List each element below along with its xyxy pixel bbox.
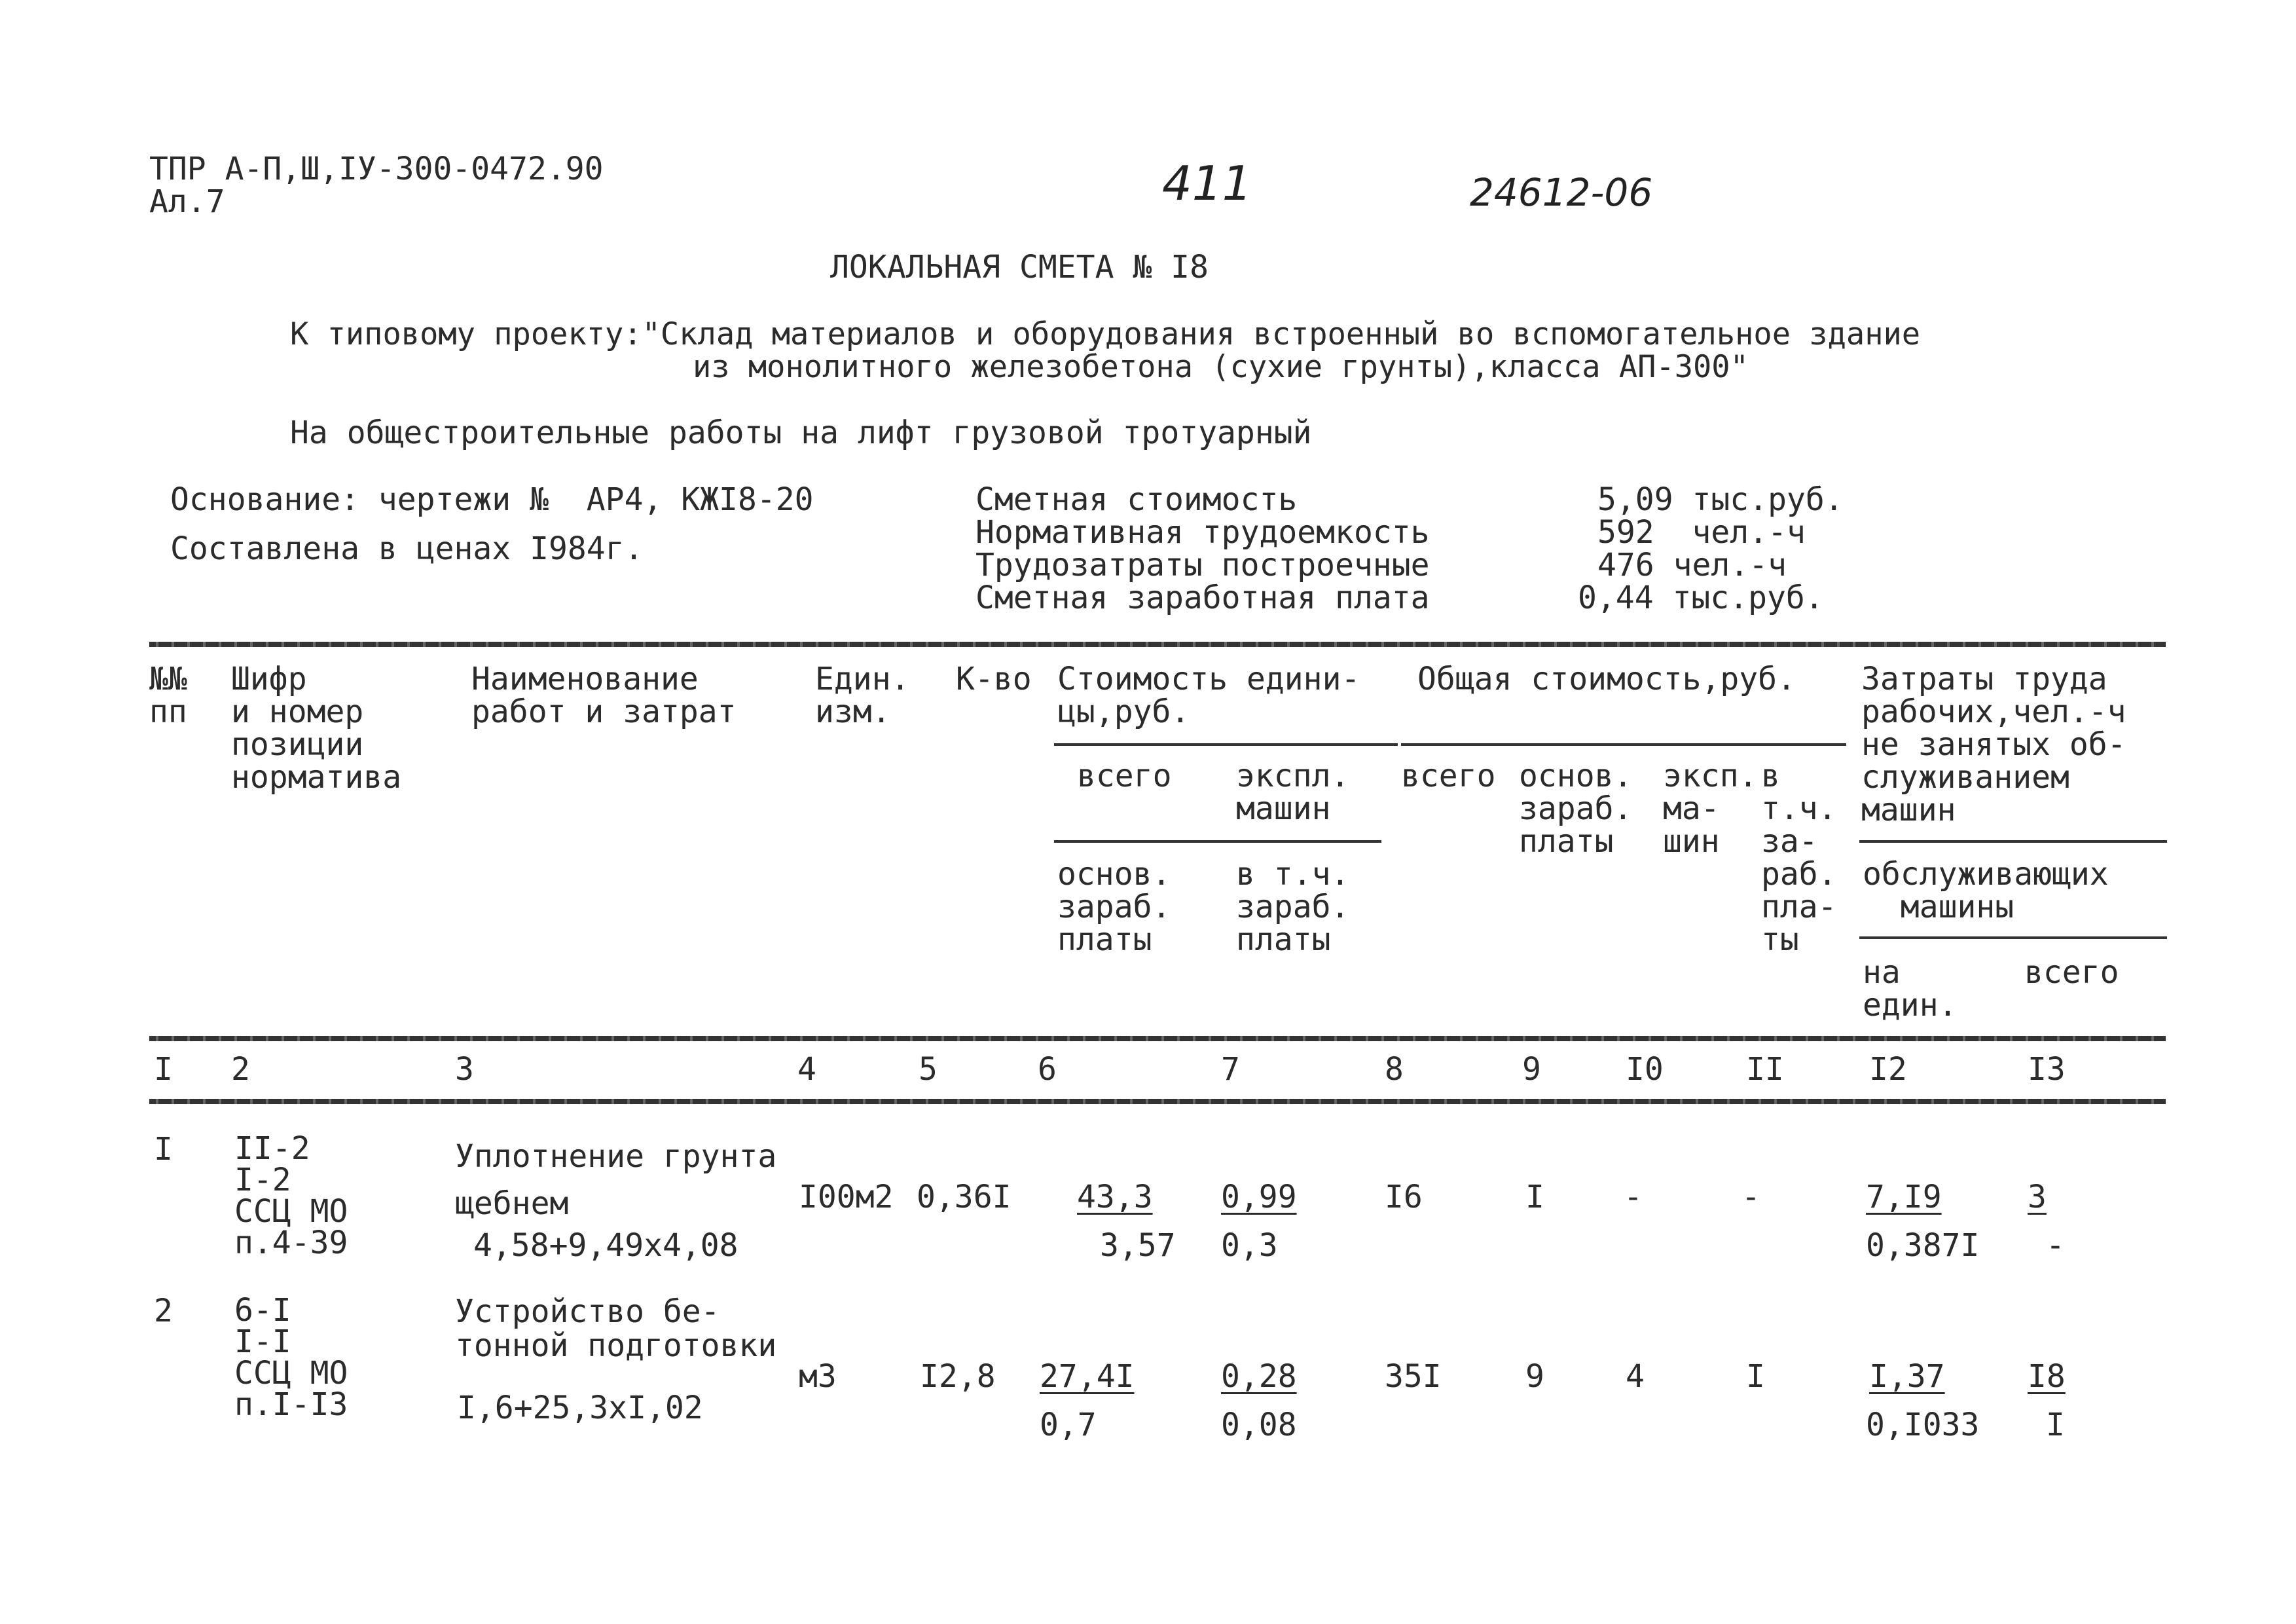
basis-drawings: Основание: чертежи № АР4, КЖI8-20	[170, 481, 814, 518]
col-unit-machines-header: экспл. машин	[1236, 758, 1350, 827]
row-labor-service-per-unit: 0,387I	[1866, 1227, 1980, 1264]
row-total-all: 35I	[1385, 1358, 1442, 1395]
page-number: 411	[1162, 156, 1252, 211]
row-name: Уплотнение грунта щебнем	[455, 1138, 777, 1222]
summary-value-wages: 0,44 тыс.руб.	[1578, 580, 1824, 616]
col-total-cost-header: Общая стоимость,руб.	[1417, 661, 1796, 697]
row-labor-per-unit: I,37	[1869, 1358, 1945, 1395]
row-number: 2	[154, 1293, 173, 1329]
summary-label-norm-labor: Нормативная трудоемкость	[975, 514, 1430, 551]
row-code: II-2 I-2 ССЦ МО п.4-39	[234, 1130, 348, 1261]
column-number: 5	[919, 1051, 938, 1088]
rule-under-total-cost	[1401, 743, 1846, 746]
summary-label-wages: Сметная заработная плата	[975, 580, 1430, 616]
album-number: Ал.7	[149, 183, 225, 220]
column-number: II	[1746, 1051, 1784, 1088]
row-total-machines: -	[1624, 1179, 1643, 1215]
page-title: ЛОКАЛЬНАЯ СМЕТА № I8	[830, 249, 1209, 286]
col-total-machine-wages-header: в т.ч. за- раб. пла- ты	[1761, 758, 1837, 958]
row-labor-total: 3	[2028, 1179, 2047, 1215]
project-line-1: К типовому проекту:"Склад материалов и оборудования встроенный во вспомогательное здание	[290, 316, 1921, 352]
col-per-unit-header: на един.	[1863, 954, 1958, 1024]
row-unit-total: 43,3	[1077, 1179, 1153, 1215]
col-unit-header: Един. изм.	[815, 661, 910, 730]
row-unit-machines: 0,99	[1221, 1179, 1297, 1215]
row-code: 6-I I-I ССЦ МО п.I-I3	[234, 1292, 348, 1423]
col-labor-total-header: всего	[2024, 954, 2119, 991]
row-unit-wages: 3,57	[1100, 1227, 1176, 1264]
column-number: I	[154, 1051, 173, 1088]
col-unit-machine-wages-header: в т.ч. зараб. платы	[1236, 856, 1350, 958]
col-total-wages-header: основ. зараб. платы	[1519, 758, 1633, 860]
row-total-all: I6	[1385, 1179, 1423, 1215]
column-number: 4	[797, 1051, 816, 1088]
row-qty: 0,36I	[917, 1179, 1011, 1215]
works-title: На общестроительные работы на лифт грузовой тротуарный	[290, 415, 1312, 451]
inventory-number: 24612-06	[1470, 170, 1653, 215]
row-unit: I00м2	[799, 1179, 894, 1215]
col-code-header: Шифр и номер позиции норматива	[231, 661, 402, 796]
row-unit-machine-wages: 0,08	[1221, 1407, 1297, 1443]
row-total-wages: 9	[1525, 1358, 1544, 1395]
col-qty-header: К-во	[956, 661, 1032, 697]
column-number: 9	[1522, 1051, 1541, 1088]
rule-under-unit-cost-sub	[1054, 840, 1381, 843]
summary-value-norm-labor: 592 чел.-ч	[1597, 514, 1806, 551]
row-unit-total: 27,4I	[1040, 1358, 1135, 1395]
row-unit-machine-wages: 0,3	[1221, 1227, 1278, 1264]
col-name-header: Наименование работ и затрат	[471, 661, 737, 730]
summary-value-cost: 5,09 тыс.руб.	[1597, 481, 1844, 518]
row-unit-machines: 0,28	[1221, 1358, 1297, 1395]
col-unit-cost-header: Стоимость едини- цы,руб.	[1057, 661, 1360, 730]
rule-under-labor-service	[1859, 936, 2167, 939]
col-total-machines-header: эксп. ма- шин	[1663, 758, 1758, 860]
row-labor-service-total: -	[2046, 1227, 2065, 1264]
row-total-machine-wages: -	[1741, 1179, 1760, 1215]
project-line-2: из монолитного железобетона (сухие грунты),класса АП-300"	[693, 349, 1749, 385]
row-labor-service-per-unit: 0,I033	[1866, 1407, 1980, 1443]
row-unit: м3	[799, 1358, 837, 1395]
row-qty: I2,8	[920, 1358, 996, 1395]
header-bottom-rule	[149, 1036, 2166, 1041]
row-labor-service-total: I	[2046, 1407, 2065, 1443]
row-total-machine-wages: I	[1746, 1358, 1765, 1395]
row-number: I	[154, 1131, 173, 1168]
col-total-all-header: всего	[1401, 758, 1496, 794]
row-labor-total: I8	[2028, 1358, 2066, 1395]
summary-value-site-labor: 476 чел.-ч	[1597, 547, 1787, 583]
col-labor-service-header: обслуживающих машины	[1863, 856, 2109, 925]
col-num-header: №№ пп	[149, 661, 187, 730]
col-unit-total-header: всего	[1077, 758, 1172, 794]
table-top-rule	[149, 642, 2166, 647]
column-number: 6	[1038, 1051, 1057, 1088]
column-number: I2	[1869, 1051, 1907, 1088]
row-formula: I,6+25,3xI,02	[457, 1390, 703, 1426]
column-number: 8	[1385, 1051, 1404, 1088]
rule-under-labor	[1859, 840, 2167, 843]
column-number: I0	[1626, 1051, 1664, 1088]
basis-prices: Составлена в ценах I984г.	[170, 530, 644, 567]
column-number: I3	[2028, 1051, 2066, 1088]
row-total-wages: I	[1525, 1179, 1544, 1215]
rule-under-unit-cost-top	[1054, 743, 1398, 746]
column-numbers-rule	[149, 1099, 2166, 1104]
column-number: 3	[455, 1051, 474, 1088]
column-number: 2	[231, 1051, 250, 1088]
col-unit-wages-header: основ. зараб. платы	[1057, 856, 1171, 958]
document-code: ТПР А-П,Ш,IУ-300-0472.90	[149, 151, 604, 187]
row-labor-per-unit: 7,I9	[1866, 1179, 1942, 1215]
row-formula: 4,58+9,49x4,08	[473, 1227, 738, 1264]
summary-label-cost: Сметная стоимость	[975, 481, 1298, 518]
row-name: Устройство бе- тонной подготовки	[455, 1293, 777, 1364]
column-number: 7	[1221, 1051, 1240, 1088]
row-unit-wages: 0,7	[1040, 1407, 1097, 1443]
row-total-machines: 4	[1626, 1358, 1645, 1395]
col-labor-header: Затраты труда рабочих,чел.-ч не занятых об- служиванием машин	[1861, 661, 2126, 828]
summary-label-site-labor: Трудозатраты построечные	[975, 547, 1430, 583]
